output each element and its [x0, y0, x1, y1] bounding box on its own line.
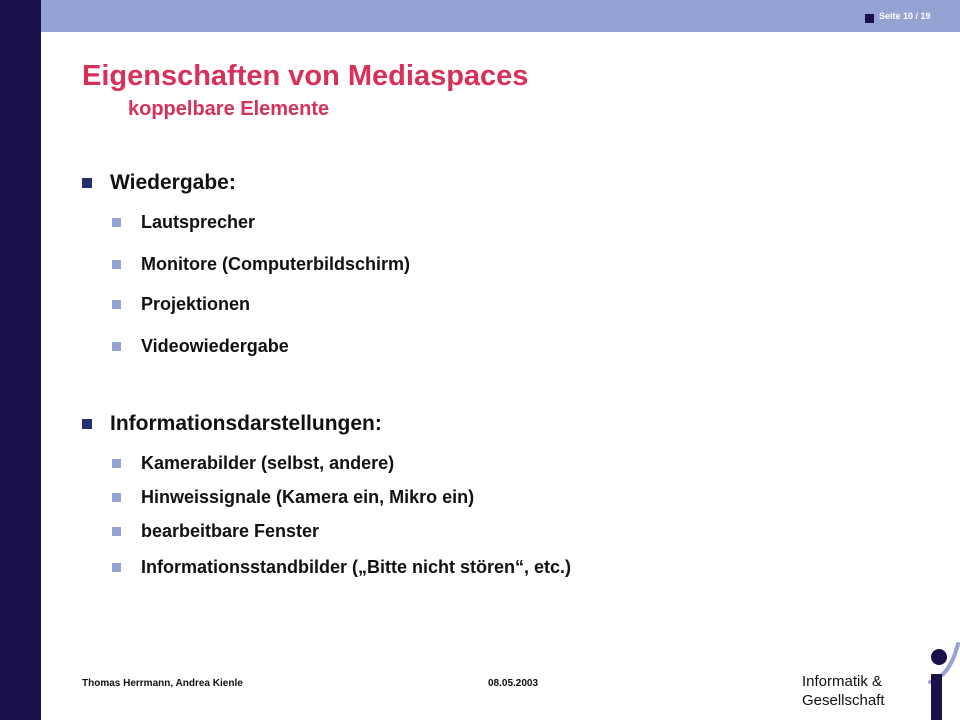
- page-marker-square: [865, 14, 874, 23]
- list-item-text: Informationsstandbilder („Bitte nicht stören“, etc.): [141, 557, 572, 577]
- slide-subtitle: koppelbare Elemente: [128, 98, 330, 120]
- page-number: Seite 10 / 19: [879, 11, 931, 21]
- slide-title: Eigenschaften von Mediaspaces: [82, 60, 529, 92]
- square-bullet-icon: [112, 342, 121, 351]
- list-item-text: bearbeitbare Fenster: [141, 521, 320, 541]
- square-bullet-icon: [112, 527, 121, 536]
- list-item-text: Lautsprecher: [141, 212, 256, 232]
- square-bullet-icon: [82, 419, 92, 429]
- brand-line-2: Gesellschaft: [802, 692, 885, 709]
- footer-date: 08.05.2003: [488, 678, 539, 689]
- square-bullet-icon: [112, 260, 121, 269]
- list-item-text: Kamerabilder (selbst, andere): [141, 453, 395, 473]
- square-bullet-icon: [112, 218, 121, 227]
- square-bullet-icon: [112, 459, 121, 468]
- list-item-text: Projektionen: [141, 294, 251, 314]
- list-item-text: Hinweissignale (Kamera ein, Mikro ein): [141, 487, 475, 507]
- square-bullet-icon: [112, 563, 121, 572]
- footer-authors: Thomas Herrmann, Andrea Kienle: [82, 678, 243, 689]
- top-header-bar: [41, 0, 960, 32]
- list-item-text: Monitore (Computerbildschirm): [141, 254, 410, 274]
- brand-text: [802, 672, 885, 710]
- section-heading-text: Informationsdarstellungen:: [110, 412, 382, 435]
- square-bullet-icon: [112, 300, 121, 309]
- informatik-logo-icon: [910, 640, 960, 720]
- square-bullet-icon: [112, 493, 121, 502]
- brand-line-1: Informatik &: [802, 673, 883, 690]
- left-sidebar-bar: [0, 0, 41, 720]
- list-item-text: Videowiedergabe: [141, 336, 289, 356]
- square-bullet-icon: [82, 178, 92, 188]
- section-heading-text: Wiedergabe:: [110, 171, 236, 194]
